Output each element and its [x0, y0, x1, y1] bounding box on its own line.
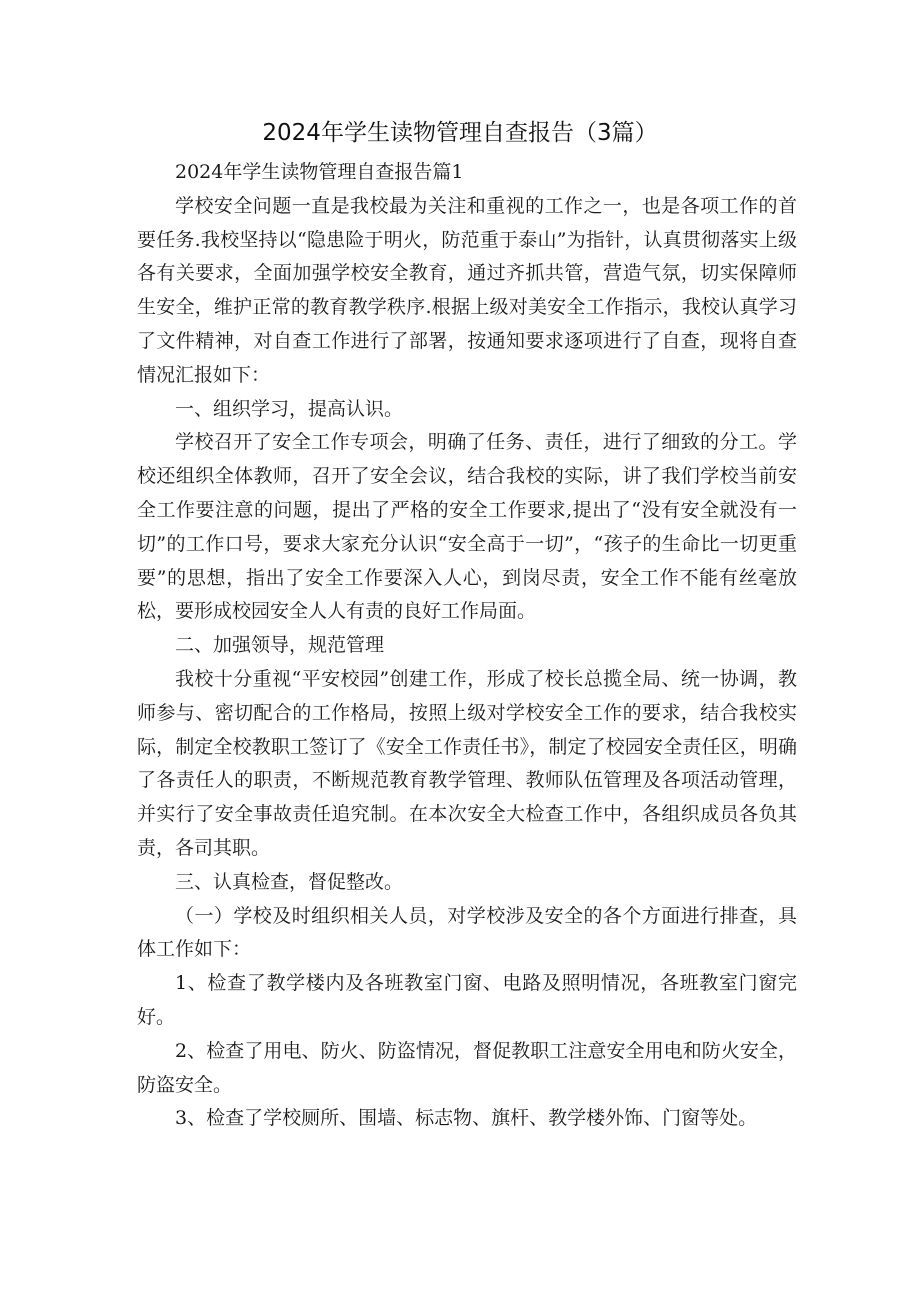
paragraph-intro: 学校安全问题一直是我校最为关注和重视的工作之一，也是各项工作的首要任务.我校坚持以“隐患险于明火，防范重于泰山”为指针，认真贯彻落实上级各有关要求，全面加强学校安全教育，通过齐抓共管，营造气氛，切实保障师生安全，维护正常的教育教学秩序.根据上级对美安全工作指示，我校认真学习了文件精神，对自查工作进行了部署，按通知要求逐项进行了自查，现将自查情况汇报如下： [137, 194, 797, 386]
document-body [137, 150, 797, 1136]
section-heading-1: 一、组织学习，提高认识。 [175, 397, 404, 420]
section-heading-2: 二、加强领导，规范管理 [175, 634, 385, 657]
paragraph-subsection-1: （一）学校及时组织相关人员，对学校涉及安全的各个方面进行排查，具体工作如下： [137, 904, 797, 961]
paragraph-section-2: 我校十分重视“平安校园”创建工作，形成了校长总揽全局、统一协调，教师参与、密切配合的工作格局，按照上级对学校安全工作的要求，结合我校实际，制定全校教职工签订了《安全工作责任书》，制定了校园安全责任区，明确了各责任人的职责，不断规范教育教学管理、教师队伍管理及各项活动管理，并实行了安全事故责任追究制。在本次安全大检查工作中，各组织成员各负其责，各司其职。 [137, 667, 797, 859]
paragraph-section-1: 学校召开了安全工作专项会，明确了任务、责任，进行了细致的分工。学校还组织全体教师，召开了安全会议，结合我校的实际，讲了我们学校当前安全工作要注意的问题，提出了严格的安全工作要求,提出了“没有安全就没有一切”的工作口号，要求大家充分认识“安全高于一切”，“孩子的生命比一切更重要”的思想，指出了安全工作要深入人心，到岗尽责，安全工作不能有丝毫放松，要形成校园安全人人有责的良好工作局面。 [137, 431, 797, 623]
section-heading-3: 三、认真检查，督促整改。 [175, 870, 404, 893]
list-item-2: 2、检查了用电、防火、防盗情况，督促教职工注意安全用电和防火安全，防盗安全。 [137, 1039, 797, 1096]
document-title: 2024年学生读物管理自查报告（3篇） [262, 120, 658, 146]
list-item-1: 1、检查了教学楼内及各班教室门窗、电路及照明情况，各班教室门窗完好。 [137, 972, 797, 1028]
list-item-3: 3、检查了学校厕所、围墙、标志物、旗杆、教学楼外饰、门窗等处。 [175, 1107, 758, 1130]
section-subtitle: 2024年学生读物管理自查报告篇1 [175, 161, 464, 183]
